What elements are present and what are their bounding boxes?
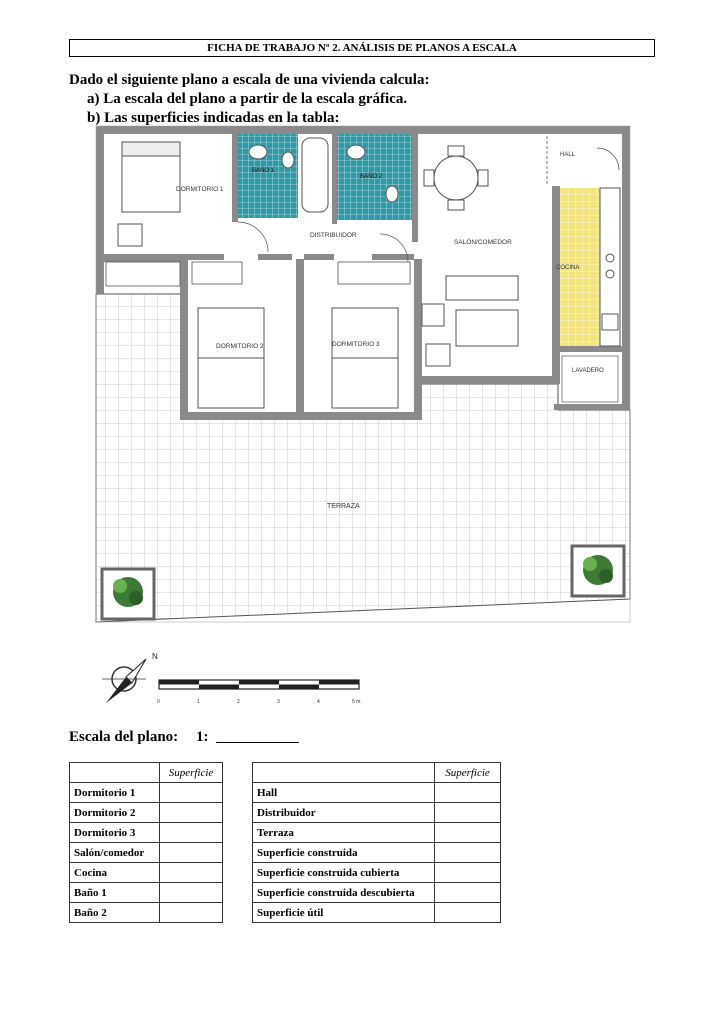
scale-tick-4: 4	[317, 699, 320, 705]
answer-cell[interactable]	[160, 843, 223, 863]
answer-cell[interactable]	[435, 783, 501, 803]
table-row-label: Terraza	[253, 823, 435, 843]
floor-plan	[92, 124, 632, 624]
table-row-label: Dormitorio 2	[70, 803, 160, 823]
answer-cell[interactable]	[160, 783, 223, 803]
table-row-label: Hall	[253, 783, 435, 803]
north-arrow-icon	[102, 652, 158, 703]
table-row-label: Baño 2	[70, 903, 160, 923]
answer-cell[interactable]	[160, 903, 223, 923]
bathtub	[302, 138, 328, 212]
table-row-label: Dormitorio 1	[70, 783, 160, 803]
scale-label: Escala del plano:	[69, 729, 179, 745]
table-header: Superficie	[160, 763, 223, 783]
planter-right	[572, 546, 624, 596]
instructions	[69, 71, 429, 128]
instruction-main: Dado el siguiente plano a escala de una vivienda calcula:	[69, 72, 430, 88]
answer-cell[interactable]	[435, 903, 501, 923]
table-row-label: Superficie útil	[253, 903, 435, 923]
sofa	[446, 276, 518, 300]
bath1-tiles	[238, 134, 298, 218]
table-corner	[253, 763, 435, 783]
label-dormitorio3: DORMITORIO 3	[332, 341, 380, 348]
answer-cell[interactable]	[160, 863, 223, 883]
plan-scale-question	[69, 729, 299, 746]
worksheet-title: FICHA DE TRABAJO Nº 2. ANÁLISIS DE PLANOS A ESCALA	[69, 39, 655, 57]
scale-tick-1: 1	[197, 699, 200, 705]
label-salon: SALÓN/COMEDOR	[454, 239, 512, 246]
table-row-label: Superficie construida	[253, 843, 435, 863]
answer-cell[interactable]	[435, 843, 501, 863]
answer-cell[interactable]	[160, 883, 223, 903]
surfaces-table-left	[69, 762, 223, 923]
scale-tick-3: 3	[277, 699, 280, 705]
scale-tick-2: 2	[237, 699, 240, 705]
answer-cell[interactable]	[435, 883, 501, 903]
label-lavadero: LAVADERO	[572, 368, 604, 374]
table-header: Superficie	[435, 763, 501, 783]
answer-cell[interactable]	[160, 803, 223, 823]
north-label: N	[152, 652, 158, 661]
label-dormitorio2: DORMITORIO 2	[216, 343, 264, 350]
table-row-label: Dormitorio 3	[70, 823, 160, 843]
dining-table	[434, 156, 478, 200]
coffee-table	[456, 310, 518, 346]
answer-cell[interactable]	[435, 863, 501, 883]
label-dormitorio1: DORMITORIO 1	[176, 186, 224, 193]
answer-cell[interactable]	[435, 803, 501, 823]
label-terraza: TERRAZA	[327, 503, 360, 510]
label-bano1: BAÑO 1	[252, 168, 275, 174]
scale-prefix: 1:	[195, 729, 209, 745]
label-bano2: BAÑO 2	[360, 174, 383, 180]
scale-answer-blank[interactable]: ___________	[216, 729, 299, 745]
answer-cell[interactable]	[160, 823, 223, 843]
table-row-label: Distribuidor	[253, 803, 435, 823]
scale-tick-5: 5 m.	[352, 699, 362, 705]
table-row-label: Baño 1	[70, 883, 160, 903]
graphic-scale	[157, 680, 362, 705]
table-row-label: Cocina	[70, 863, 160, 883]
scale-area	[102, 645, 372, 711]
answer-cell[interactable]	[435, 823, 501, 843]
planter-left	[102, 569, 154, 619]
table-corner	[70, 763, 160, 783]
table-row-label: Salón/comedor	[70, 843, 160, 863]
label-hall: HALL	[560, 152, 576, 158]
table-row-label: Superficie construida cubierta	[253, 863, 435, 883]
instruction-b: b) Las superficies indicadas en la tabla:	[87, 110, 340, 126]
label-distribuidor: DISTRIBUIDOR	[310, 232, 357, 239]
instruction-a: a) La escala del plano a partir de la escala gráfica.	[87, 91, 408, 107]
label-cocina: COCINA	[556, 265, 580, 271]
surfaces-table-right	[252, 762, 501, 923]
table-row-label: Superficie construida descubierta	[253, 883, 435, 903]
scale-tick-0: 0	[157, 699, 160, 705]
